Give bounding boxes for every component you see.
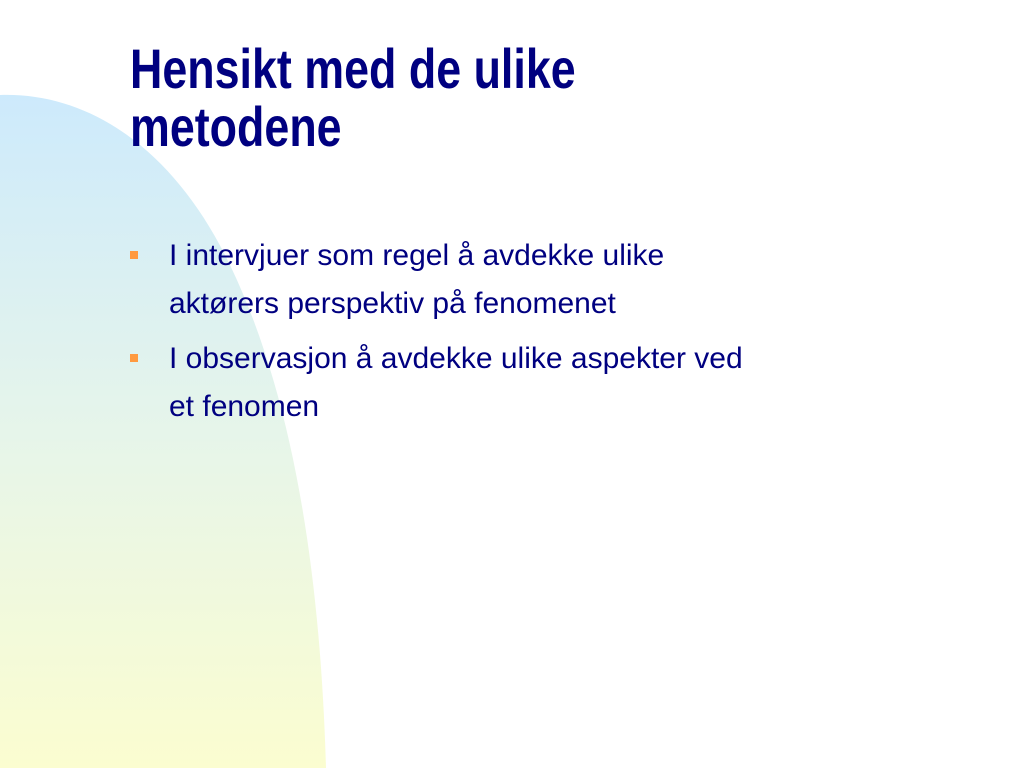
bullet-text-line: I intervjuer som regel å avdekke ulike bbox=[169, 239, 665, 272]
slide-title-line-1: Hensikt med de ulike bbox=[130, 37, 576, 100]
slide-title bbox=[130, 37, 738, 158]
bullet-item bbox=[128, 232, 958, 328]
bullet-text bbox=[169, 335, 958, 431]
bullet-text-line: et fenomen bbox=[169, 390, 320, 423]
bullet-text-line: aktørers perspektiv på fenomenet bbox=[169, 287, 616, 320]
bullet-item bbox=[128, 335, 958, 431]
square-bullet-icon bbox=[130, 251, 138, 259]
square-bullet-icon bbox=[130, 354, 138, 362]
bullet-list bbox=[128, 232, 958, 438]
slide-title-line-2: metodene bbox=[130, 95, 342, 158]
bullet-text-line: I observasjon å avdekke ulike aspekter ved bbox=[169, 342, 743, 375]
bullet-text bbox=[169, 232, 958, 328]
